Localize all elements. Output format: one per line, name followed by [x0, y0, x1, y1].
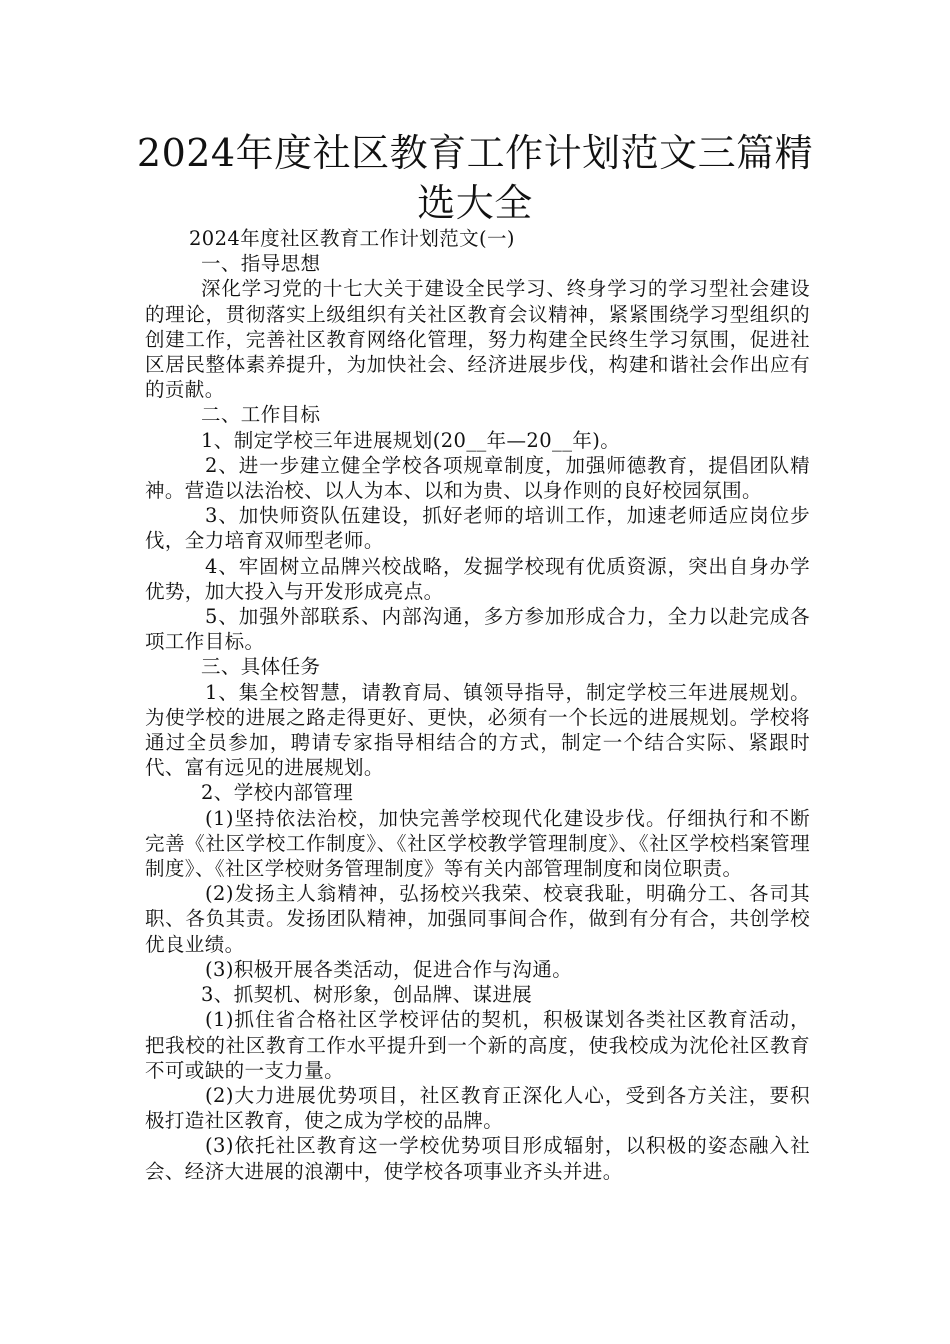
paragraph: 深化学习党的十七大关于建设全民学习、终身学习的学习型社会建设的理论，贯彻落实上级组织有关社区教育会议精神，紧紧围绕学习型组织的创建工作，完善社区教育网络化管理，努力构建全民终生学习氛围，促进社区居民整体素养提升，为加快社会、经济进展步伐，构建和谐社会作出应有的贡献。 — [145, 277, 810, 402]
paragraph: 2、学校内部管理 — [201, 781, 354, 805]
paragraph: 5、加强外部联系、内部沟通，多方参加形成合力，全力以赴完成各项工作目标。 — [145, 605, 810, 654]
paragraph: (2)发扬主人翁精神，弘扬校兴我荣、校衰我耻，明确分工、各司其职、各负其责。发扬团队精神，加强同事间合作，做到有分有合，共创学校优良业绩。 — [145, 882, 810, 956]
paragraph: (3)积极开展各类活动，促进合作与沟通。 — [205, 957, 573, 981]
paragraph: 3、加快师资队伍建设，抓好老师的培训工作，加速老师适应岗位步伐，全力培育双师型老师。 — [145, 504, 810, 553]
document-title: 2024年度社区教育工作计划范文三篇精选大全 — [136, 131, 814, 225]
paragraph: 3、抓契机、树形象，创品牌、谋进展 — [201, 983, 533, 1007]
paragraph: (1)抓住省合格社区学校评估的契机，积极谋划各类社区教育活动，把我校的社区教育工作水平提升到一个新的高度，使我校成为沈伦社区教育不可或缺的一支力量。 — [145, 1008, 810, 1082]
section-subtitle: 2024年度社区教育工作计划范文(一) — [189, 227, 515, 250]
paragraph: (3)依托社区教育这一学校优势项目形成辐射，以积极的姿态融入社会、经济大进展的浪潮中，使学校各项事业齐头并进。 — [145, 1134, 810, 1183]
paragraph: 1、制定学校三年进展规划(20__年—20__年)。 — [201, 428, 621, 452]
paragraph: 4、牢固树立品牌兴校战略，发掘学校现有优质资源，突出自身办学优势，加大投入与开发形成亮点。 — [145, 554, 810, 603]
paragraph: (2)大力进展优势项目，社区教育正深化人心，受到各方关注，要积极打造社区教育，使之成为学校的品牌。 — [145, 1083, 810, 1133]
paragraph: 二、工作目标 — [201, 403, 321, 427]
paragraph: 2、进一步建立健全学校各项规章制度，加强师德教育，提倡团队精神。营造以法治校、以人为本、以和为贵、以身作则的良好校园氛围。 — [145, 453, 810, 503]
paragraph: 三、具体任务 — [201, 655, 321, 679]
document-body — [145, 226, 810, 1184]
paragraph: (1)坚持依法治校，加快完善学校现代化建设步伐。仔细执行和不断完善《社区学校工作制度》、《社区学校教学管理制度》、《社区学校档案管理制度》、《社区学校财务管理制度》等有关内部管理制度和岗位职责。 — [145, 806, 810, 881]
paragraph: 一、指导思想 — [201, 252, 321, 276]
paragraph: 1、集全校智慧，请教育局、镇领导指导，制定学校三年进展规划。为使学校的进展之路走得更好、更快，必须有一个长远的进展规划。学校将通过全员参加，聘请专家指导相结合的方式，制定一个结合实际、紧跟时代、富有远见的进展规划。 — [145, 680, 810, 780]
